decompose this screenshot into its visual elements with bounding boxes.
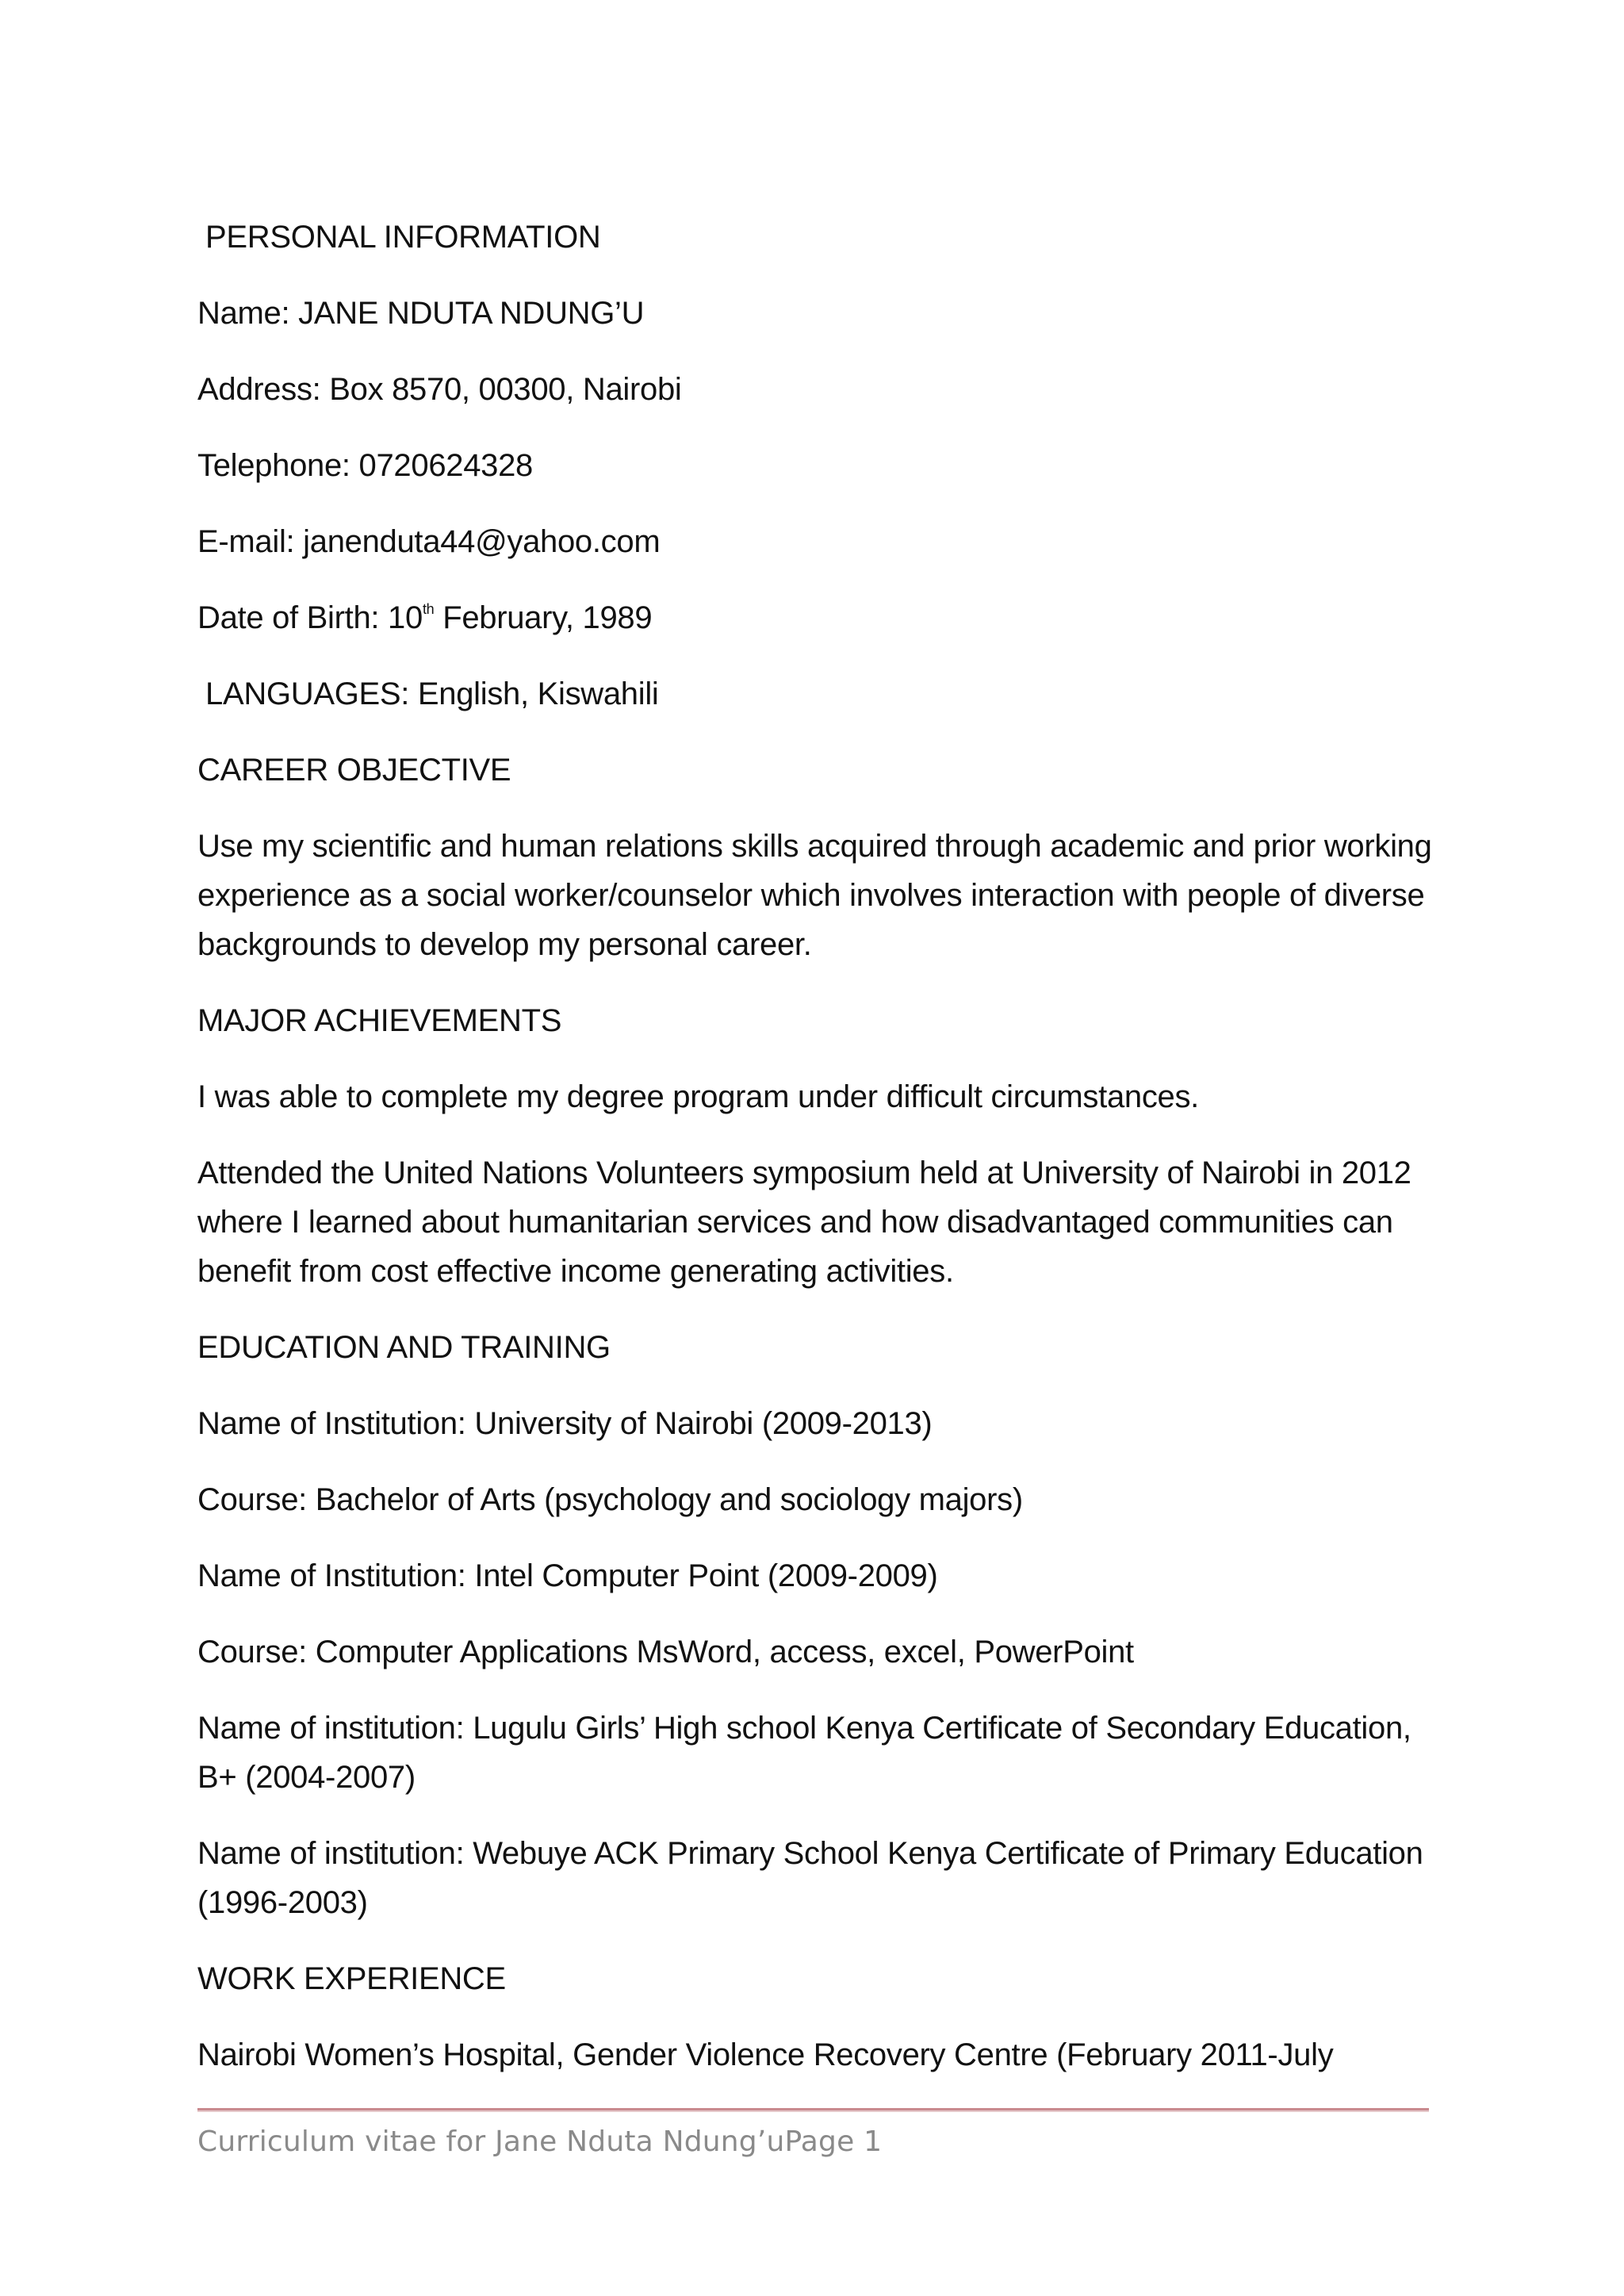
name-line: Name: JANE NDUTA NDUNG’U [197, 296, 645, 331]
education-heading: EDUCATION AND TRAINING [197, 1330, 611, 1365]
achievement-item: Attended the United Nations Volunteers symposium held at University of Nairobi in 2012 where I learned about humanitarian services and how disadvantaged communities can benefit from cost effective income generating activities. [197, 1156, 1411, 1289]
education-item: Name of Institution: University of Nairobi (2009-2013) [197, 1406, 933, 1441]
achievement-item: I was able to complete my degree program under difficult circumstances. [197, 1079, 1199, 1114]
footer-divider [197, 2108, 1429, 2113]
dob-line [197, 593, 1434, 642]
dob-superscript: th [422, 601, 435, 617]
personal-info-heading: PERSONAL INFORMATION [205, 220, 601, 255]
achievements-heading: MAJOR ACHIEVEMENTS [197, 1003, 562, 1038]
work-experience-heading: WORK EXPERIENCE [197, 1961, 506, 1996]
dob-suffix: February, 1989 [434, 600, 653, 635]
address-line: Address: Box 8570, 00300, Nairobi [197, 372, 682, 407]
career-objective-text: Use my scientific and human relations skills acquired through academic and prior working experience as a social worker/counselor which involves interaction with people of diverse backgrounds to develop my personal career. [197, 829, 1432, 962]
education-item: Course: Bachelor of Arts (psychology and sociology majors) [197, 1482, 1023, 1517]
email-line: E-mail: janenduta44@yahoo.com [197, 524, 661, 559]
education-item: Name of institution: Lugulu Girls’ High school Kenya Certificate of Secondary Education, B+ (2004-2007) [197, 1711, 1411, 1795]
languages-line: LANGUAGES: English, Kiswahili [205, 677, 659, 711]
education-item: Name of Institution: Intel Computer Point (2009-2009) [197, 1558, 938, 1593]
page-footer: Curriculum vitae for Jane Nduta Ndung’uPage 1 [197, 2125, 883, 2158]
education-item: Course: Computer Applications MsWord, access, excel, PowerPoint [197, 1635, 1134, 1669]
work-entry: Nairobi Women’s Hospital, Gender Violence Recovery Centre (February 2011-July [197, 2037, 1334, 2072]
cv-content [197, 213, 1434, 2079]
telephone-line: Telephone: 0720624328 [197, 448, 533, 483]
career-objective-heading: CAREER OBJECTIVE [197, 753, 511, 788]
education-item: Name of institution: Webuye ACK Primary School Kenya Certificate of Primary Education (1996-2003) [197, 1836, 1423, 1920]
dob-prefix: Date of Birth: 10 [197, 600, 423, 635]
